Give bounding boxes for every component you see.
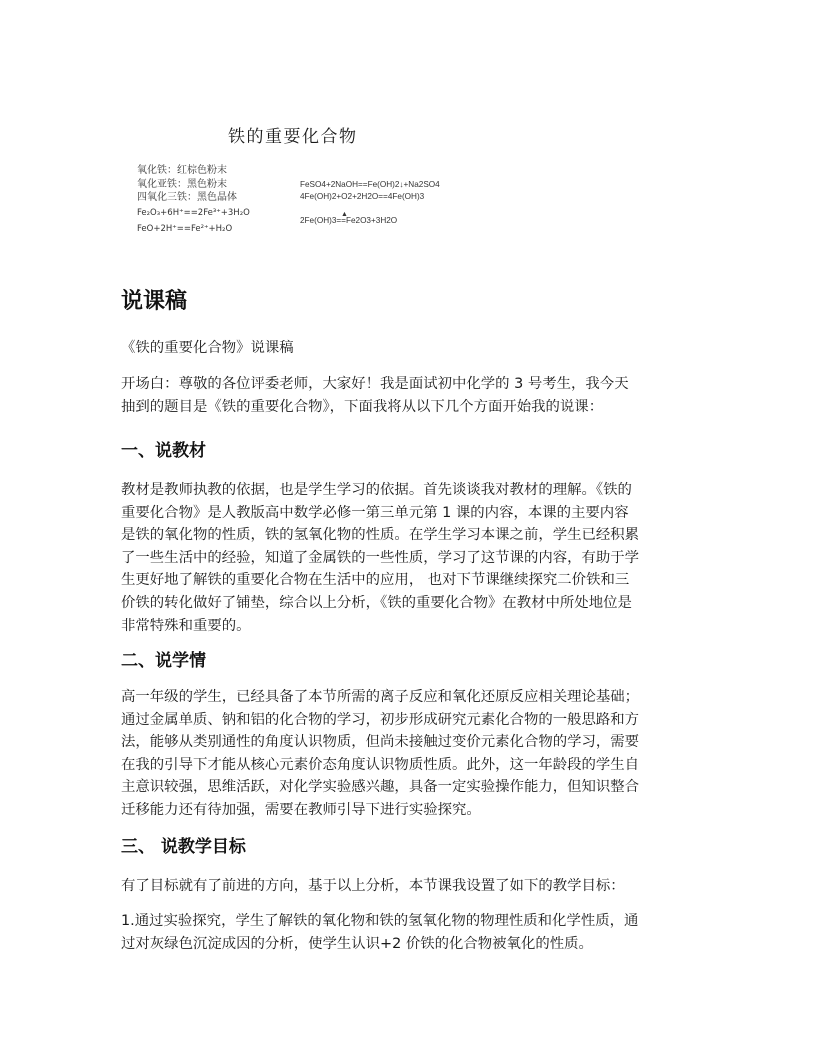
document-heading: 说课稿 <box>121 289 188 314</box>
ionic-equation-line: FeO+2H⁺==Fe²⁺+H₂O <box>137 224 233 234</box>
property-line: 四氧化三铁：黑色晶体 <box>137 192 237 203</box>
textbook-paragraph: 教材是教师执教的依据，也是学生学习的依据。首先谈谈我对教材的理解。《铁的 重要化合物》是人教版高中数学必修一第三单元第 1 课的内容，本课的主要内容 是铁的氧化物的性质，铁的氢氧化物的性质。在学生学习本课之前，学生已经积累 了一些生活中的经验，知道了金属铁的一些性质，学习了这节课的内容，有助于学 生更好地了解铁的重要化合物在生活中的应用， 也对下节课继续探究二价铁和三 价铁的转化做好了铺垫，综合以上分析，《铁的重要化合物》在教材中所处地位是 非常特殊和重要的。 <box>121 482 640 634</box>
section-heading: 二、说学情 <box>121 651 206 671</box>
figure-title: 铁的重要化合物 <box>228 127 358 147</box>
reaction-line <box>300 211 398 225</box>
students-paragraph: 高一年级的学生，已经具备了本节所需的离子反应和氧化还原反应相关理论基础； 通过金属单质、钠和铝的化合物的学习，初步形成研究元素化合物的一般思路和方 法，能够从类别通性的角度认识物质，但尚未接触过变价元素化合物的学习，需要 在我的引导下才能从核心元素价态角度认识物质性质。此外，这一年龄段的学生自 主意识较强，思维活跃，对化学实验感兴趣，具备一定实验操作能力，但知识整合 迁移能力还有待加强，需要在教师引导下进行实验探究。 <box>121 689 640 818</box>
opening-paragraph: 开场白：尊敬的各位评委老师，大家好！我是面试初中化学的 3 号考生，我今天 抽到的题目是《铁的重要化合物》，下面我将从以下几个方面开始我的说课： <box>121 376 629 415</box>
section-heading: 一、说教材 <box>121 441 206 461</box>
ionic-equation-line: Fe₂O₃+6H⁺==2Fe³⁺+3H₂O <box>137 207 250 218</box>
properties-block <box>137 164 250 237</box>
goals-intro: 有了目标就有了前进的方向，基于以上分析，本节课我设置了如下的教学目标： <box>121 878 625 894</box>
reaction-line: 4Fe(OH)2+O2+2H2O==4Fe(OH)3 <box>300 192 425 201</box>
section-heading: 三、 说教学目标 <box>121 837 246 857</box>
reaction-text: 2Fe(OH)3==Fe2O3+3H2O <box>300 216 398 225</box>
blackboard-figure <box>120 118 520 248</box>
title-line: 《铁的重要化合物》说课稿 <box>121 340 294 356</box>
reaction-line: FeSO4+2NaOH==Fe(OH)2↓+Na2SO4 <box>300 180 440 189</box>
property-line: 氧化亚铁：黑色粉末 <box>137 178 227 190</box>
goal-item: 1.通过实验探究，学生了解铁的氧化物和铁的氢氧化物的物理性质和化学性质，通 过对灰绿色沉淀成因的分析，使学生认识+2 价铁的化合物被氧化的性质。 <box>121 913 639 952</box>
heat-triangle-icon: ▲ <box>341 211 348 218</box>
property-line: 氧化铁：红棕色粉末 <box>137 165 227 176</box>
